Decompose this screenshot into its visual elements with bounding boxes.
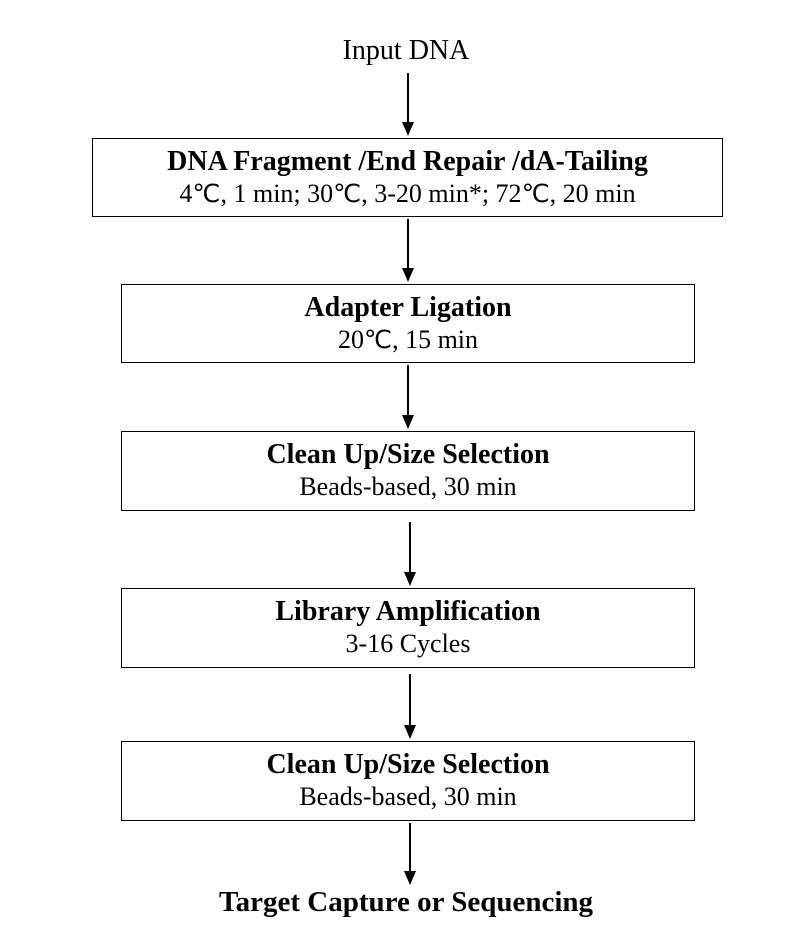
arrow-down-icon bbox=[402, 365, 414, 429]
degree-celsius-symbol: ℃ bbox=[192, 179, 221, 208]
step-adapter-ligation bbox=[121, 284, 695, 363]
detail-text: 4 bbox=[179, 178, 193, 208]
arrow-down-icon bbox=[404, 823, 416, 885]
degree-celsius-symbol: ℃ bbox=[363, 325, 393, 354]
step-detail: 3-16 Cycles bbox=[345, 629, 471, 658]
detail-text: 20 bbox=[337, 324, 364, 354]
step-title: DNA Fragment /End Repair /dA-Tailing bbox=[167, 145, 648, 177]
arrow-down-icon bbox=[404, 674, 416, 739]
input-label: Input DNA bbox=[342, 35, 470, 66]
step-title: Clean Up/Size Selection bbox=[266, 439, 550, 470]
step-detail bbox=[179, 178, 635, 210]
step-title: Library Amplification bbox=[275, 596, 541, 627]
detail-text: , 1 min; 30 bbox=[220, 178, 334, 208]
step-detail: Beads-based, 30 min bbox=[299, 472, 517, 501]
arrow-down-icon bbox=[402, 73, 414, 136]
step-detail bbox=[338, 324, 478, 356]
output-label: Target Capture or Sequencing bbox=[218, 886, 594, 918]
step-fragment-repair-tailing bbox=[92, 138, 723, 217]
step-library-amplification bbox=[121, 588, 695, 668]
step-detail: Beads-based, 30 min bbox=[299, 782, 517, 811]
detail-text: , 3-20 min*; 72 bbox=[361, 178, 522, 208]
step-title: Clean Up/Size Selection bbox=[266, 749, 550, 780]
step-title: Adapter Ligation bbox=[304, 291, 512, 323]
step-clean-up-2 bbox=[121, 741, 695, 821]
arrow-down-icon bbox=[404, 522, 416, 586]
detail-text: , 20 min bbox=[549, 178, 636, 208]
step-clean-up-1 bbox=[121, 431, 695, 511]
detail-text: , 15 min bbox=[392, 324, 479, 354]
degree-celsius-symbol: ℃ bbox=[333, 179, 362, 208]
degree-celsius-symbol: ℃ bbox=[521, 179, 550, 208]
arrow-down-icon bbox=[402, 219, 414, 282]
